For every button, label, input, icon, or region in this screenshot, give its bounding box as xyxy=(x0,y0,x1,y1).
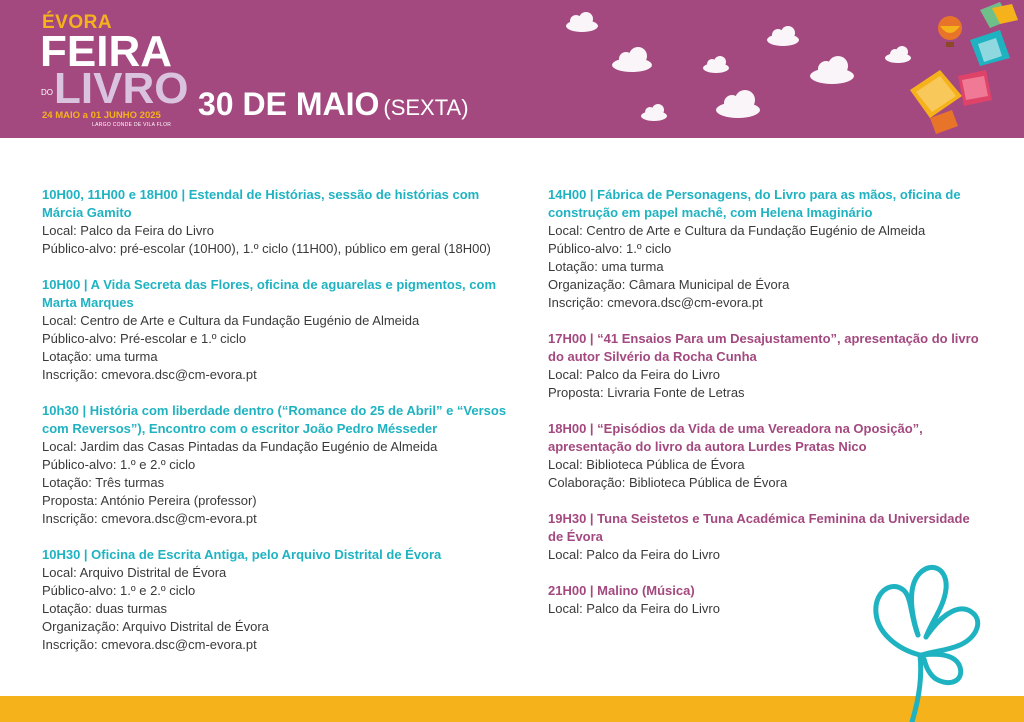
event-detail: Lotação: uma turma xyxy=(42,349,158,364)
event-item xyxy=(42,402,512,528)
event-detail: Organização: Arquivo Distrital de Évora xyxy=(42,619,269,634)
cloud-icon xyxy=(703,56,729,73)
clouds-illustration xyxy=(540,0,940,138)
event-detail: Público-alvo: Pré-escolar e 1.º ciclo xyxy=(42,331,247,346)
logo-dates: 24 MAIO a 01 JUNHO 2025 xyxy=(42,110,161,121)
event-title: 19H30 | Tuna Seistetos e Tuna Académica Feminina da Universidade de Évora xyxy=(548,511,970,544)
cloud-icon xyxy=(612,47,652,72)
event-title: 10H00, 11H00 e 18H00 | Estendal de Histórias, sessão de histórias com Márcia Gamito xyxy=(42,187,480,220)
logo-place: LARGO CONDE DE VILA FLOR xyxy=(92,122,172,128)
logo-city: ÉVORA xyxy=(42,12,113,33)
event-detail: Local: Centro de Arte e Cultura da Fundação Eugénio de Almeida xyxy=(548,223,926,238)
event-detail: Lotação: Três turmas xyxy=(42,475,165,490)
flower-doodle-icon xyxy=(860,555,1024,722)
event-detail: Inscrição: cmevora.dsc@cm-evora.pt xyxy=(42,511,257,526)
book-icon xyxy=(970,30,1010,66)
event-title: 10H30 | Oficina de Escrita Antiga, pelo Arquivo Distrital de Évora xyxy=(42,547,442,562)
event-detail: Inscrição: cmevora.dsc@cm-evora.pt xyxy=(548,295,763,310)
event-detail: Local: Palco da Feira do Livro xyxy=(42,223,214,238)
book-icon xyxy=(910,70,962,118)
day-weekday: (SEXTA) xyxy=(383,95,469,120)
cloud-icon xyxy=(716,90,760,118)
event-item xyxy=(42,276,512,384)
header-banner xyxy=(0,0,1024,138)
event-item xyxy=(548,186,988,312)
event-detail: Local: Palco da Feira do Livro xyxy=(548,547,720,562)
event-item xyxy=(548,330,988,402)
balloon-icon xyxy=(938,16,962,47)
event-title: 10H00 | A Vida Secreta das Flores, oficina de aguarelas e pigmentos, com Marta Marques xyxy=(42,277,496,310)
logo-title-bottom: LIVRO xyxy=(54,64,189,113)
event-detail: Público-alvo: 1.º ciclo xyxy=(548,241,672,256)
event-item xyxy=(548,420,988,492)
event-detail: Proposta: Livraria Fonte de Letras xyxy=(548,385,745,400)
day-date: 30 DE MAIO xyxy=(198,86,380,122)
event-detail: Local: Jardim das Casas Pintadas da Fundação Eugénio de Almeida xyxy=(42,439,438,454)
page-title xyxy=(198,86,469,123)
event-detail: Público-alvo: pré-escolar (10H00), 1.º ciclo (11H00), público em geral (18H00) xyxy=(42,241,491,256)
event-detail: Inscrição: cmevora.dsc@cm-evora.pt xyxy=(42,637,257,652)
event-detail: Local: Palco da Feira do Livro xyxy=(548,367,720,382)
flying-books-illustration xyxy=(900,0,1024,138)
event-detail: Público-alvo: 1.º e 2.º ciclo xyxy=(42,583,196,598)
event-detail: Local: Arquivo Distrital de Évora xyxy=(42,565,227,580)
event-title: 10h30 | História com liberdade dentro (“Romance do 25 de Abril” e “Versos com Reversos”), Encontro com o escritor João Pedro Mésseder xyxy=(42,403,507,436)
event-detail: Local: Palco da Feira do Livro xyxy=(548,601,720,616)
event-detail: Local: Centro de Arte e Cultura da Fundação Eugénio de Almeida xyxy=(42,313,420,328)
feira-do-livro-logo xyxy=(40,12,189,132)
event-detail: Lotação: duas turmas xyxy=(42,601,168,616)
logo-title-do: DO xyxy=(41,88,53,97)
book-icon xyxy=(958,70,992,106)
event-title: 21H00 | Malino (Música) xyxy=(548,583,695,598)
cloud-icon xyxy=(810,56,854,84)
event-item xyxy=(42,546,512,654)
event-detail: Local: Biblioteca Pública de Évora xyxy=(548,457,745,472)
cloud-icon xyxy=(767,26,799,46)
event-title: 14H00 | Fábrica de Personagens, do Livro para as mãos, oficina de construção em papel machê, com Helena Imaginário xyxy=(548,187,961,220)
event-detail: Organização: Câmara Municipal de Évora xyxy=(548,277,790,292)
event-detail: Público-alvo: 1.º e 2.º ciclo xyxy=(42,457,196,472)
cloud-icon xyxy=(566,12,598,32)
event-title: 18H00 | “Episódios da Vida de uma Vereadora na Oposição”, apresentação do livro da autora Lurdes Pratas Nico xyxy=(548,421,923,454)
events-column-left xyxy=(42,186,512,672)
event-detail: Lotação: uma turma xyxy=(548,259,664,274)
cloud-icon xyxy=(641,104,667,121)
logo-title-top: FEIRA xyxy=(40,27,172,76)
book-icon xyxy=(980,2,1018,28)
event-item xyxy=(42,186,512,258)
event-title: 17H00 | “41 Ensaios Para um Desajustamento”, apresentação do livro do autor Silvério da Rocha Cunha xyxy=(548,331,979,364)
event-detail: Proposta: António Pereira (professor) xyxy=(42,493,257,508)
event-detail: Colaboração: Biblioteca Pública de Évora xyxy=(548,475,788,490)
event-detail: Inscrição: cmevora.dsc@cm-evora.pt xyxy=(42,367,257,382)
